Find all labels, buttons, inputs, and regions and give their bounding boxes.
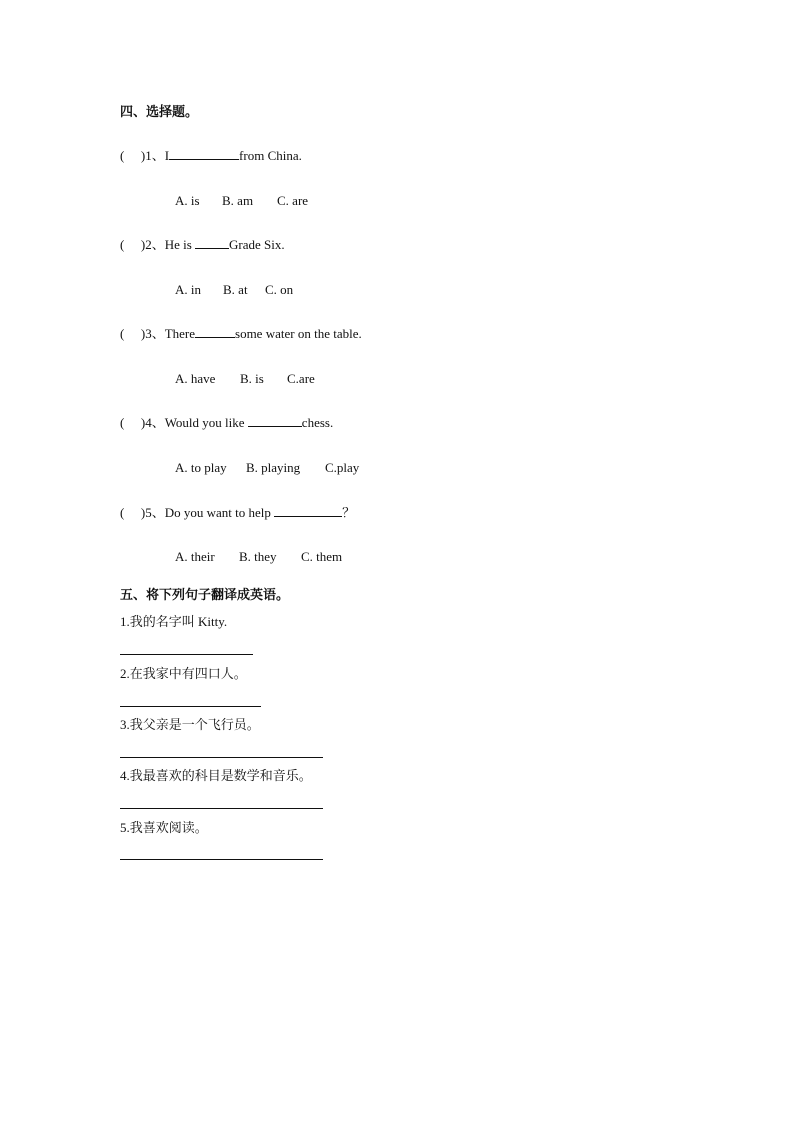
question-3-options <box>175 371 315 387</box>
option-3b[interactable]: B. is <box>240 371 264 386</box>
option-5a[interactable]: A. their <box>175 549 215 564</box>
question-1-text-after: from China. <box>239 148 302 163</box>
question-5-text-after: ？ <box>342 505 356 520</box>
question-3-paren-open: ( <box>120 326 125 341</box>
option-5b[interactable]: B. they <box>239 549 277 564</box>
option-4a[interactable]: A. to play <box>175 460 227 475</box>
question-4-text-after: chess. <box>301 415 334 430</box>
question-4 <box>120 415 333 431</box>
question-1-blank[interactable] <box>169 148 239 160</box>
option-2b[interactable]: B. at <box>223 282 248 297</box>
question-4-number: 4、 <box>145 415 165 430</box>
question-4-paren-open: ( <box>120 415 125 430</box>
question-2-number: 2、 <box>145 237 165 252</box>
translation-item-5: 5.我喜欢阅读。 <box>120 820 208 835</box>
translation-item-2: 2.在我家中有四口人。 <box>120 666 247 681</box>
question-5-options <box>175 549 342 565</box>
question-4-blank[interactable] <box>248 415 302 427</box>
question-4-text-before: Would you like <box>164 415 248 430</box>
answer-line-3[interactable] <box>120 757 323 758</box>
answer-line-5[interactable] <box>120 859 323 860</box>
translation-item-4: 4.我最喜欢的科目是数学和音乐。 <box>120 768 312 783</box>
translation-item-1: 1.我的名字叫 Kitty. <box>120 614 228 629</box>
option-1b[interactable]: B. am <box>222 193 254 208</box>
question-5 <box>120 505 355 521</box>
section5-title: 五、将下列句子翻译成英语。 <box>120 587 290 602</box>
answer-line-4[interactable] <box>120 808 323 809</box>
question-4-options <box>175 460 359 476</box>
question-3 <box>120 326 362 342</box>
translation-item-3: 3.我父亲是一个飞行员。 <box>120 717 260 732</box>
option-4b[interactable]: B. playing <box>246 460 301 475</box>
question-1-text-before: I <box>164 148 170 163</box>
option-2c[interactable]: C. on <box>265 282 294 297</box>
question-3-paren-close: ) <box>140 326 146 341</box>
option-1a[interactable]: A. is <box>175 193 200 208</box>
option-4c[interactable]: C.play <box>325 460 360 475</box>
question-1-paren-close: ) <box>140 148 146 163</box>
question-2-blank[interactable] <box>195 237 229 249</box>
question-2-text-before: He is <box>164 237 196 252</box>
question-5-blank[interactable] <box>274 505 342 517</box>
question-2-text-after: Grade Six. <box>229 237 285 252</box>
question-3-text-after: some water on the table. <box>235 326 362 341</box>
question-1-options <box>175 193 308 209</box>
question-2 <box>120 237 285 253</box>
question-2-options <box>175 282 293 298</box>
question-2-paren-close: ) <box>140 237 146 252</box>
question-1-number: 1、 <box>145 148 165 163</box>
option-1c[interactable]: C. are <box>277 193 309 208</box>
question-1 <box>120 148 302 164</box>
answer-line-1[interactable] <box>120 654 253 655</box>
question-2-paren-open: ( <box>120 237 125 252</box>
question-1-paren-open: ( <box>120 148 125 163</box>
question-4-paren-close: ) <box>140 415 146 430</box>
question-3-number: 3、 <box>145 326 165 341</box>
question-5-number: 5、 <box>145 505 165 520</box>
option-2a[interactable]: A. in <box>175 282 201 297</box>
question-3-blank[interactable] <box>195 326 235 338</box>
question-3-text-before: There <box>164 326 196 341</box>
option-5c[interactable]: C. them <box>301 549 343 564</box>
option-3a[interactable]: A. have <box>175 371 216 386</box>
question-5-paren-close: ) <box>140 505 146 520</box>
question-5-text-before: Do you want to help <box>164 505 275 520</box>
section4-title: 四、选择题。 <box>120 104 199 119</box>
question-5-paren-open: ( <box>120 505 125 520</box>
option-3c[interactable]: C.are <box>287 371 315 386</box>
answer-line-2[interactable] <box>120 706 261 707</box>
